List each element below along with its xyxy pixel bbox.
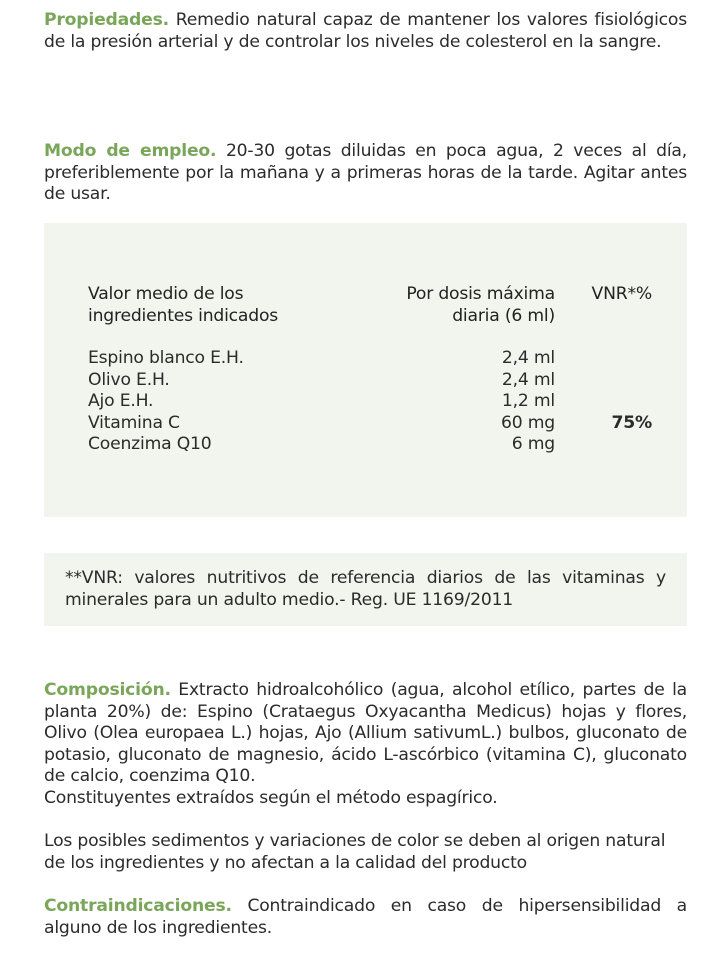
table-row-dose: 6 mg xyxy=(511,434,555,455)
table-row-dose: 2,4 ml xyxy=(501,369,555,390)
table-row-dose: 1,2 ml xyxy=(501,391,555,412)
table-row-ingredient: Vitamina C xyxy=(88,412,180,433)
vnr-footnote: **VNR: valores nutritivos de referencia diarios de las vitaminas y minerales para un adulto medio.- Reg. UE 1169/2011 xyxy=(65,568,666,610)
table-row-vnr xyxy=(570,348,652,370)
propiedades-text: Remedio natural capaz de mantener los valores fisiológicos de la presión arterial y de controlar los niveles de colesterol en la sangre. xyxy=(44,10,687,52)
table-row-vnr xyxy=(570,391,652,413)
modo-empleo-heading: Modo de empleo. xyxy=(44,141,217,161)
espagirico-note: Constituyentes extraídos según el método espagírico. xyxy=(44,788,498,808)
ingredient-column xyxy=(88,348,348,456)
propiedades-heading: Propiedades. xyxy=(44,10,169,30)
table-header-vnr: VNR*% xyxy=(591,284,652,304)
table-row-ingredient: Ajo E.H. xyxy=(88,391,154,412)
vnr-column xyxy=(570,348,652,456)
table-row-ingredient: Espino blanco E.H. xyxy=(88,348,244,368)
table-row-vnr xyxy=(570,434,652,456)
table-header-dose: Por dosis máxima diaria (6 ml) xyxy=(406,284,555,326)
sedimentos-paragraph: Los posibles sedimentos y variaciones de color se deben al origen natural de los ingredientes y no afectan a la calidad del producto xyxy=(44,831,666,873)
table-header-ingredient: Valor medio de los ingredientes indicados xyxy=(88,284,279,326)
table-row-ingredient: Coenzima Q10 xyxy=(88,434,212,455)
composicion-heading: Composición. xyxy=(44,680,171,700)
table-row-vnr: 75% xyxy=(611,412,652,433)
table-row-ingredient: Olivo E.H. xyxy=(88,369,170,390)
composicion-text: Extracto hidroalcohólico (agua, alcohol etílico, partes de la planta 20%) de: Espino (Crataegus Oxyacantha Medicus) hojas y flores, Olivo (Olea europaea L.) hojas, Ajo (Allium sativumL.) bulbos, gluconato de potasio, gluconato de magnesio, ácido L-ascórbico (vitamina C), gluconato de calcio, coenzima Q10. xyxy=(44,680,687,787)
composicion-paragraph xyxy=(44,680,687,788)
modo-empleo-paragraph xyxy=(44,141,687,206)
table-row-vnr xyxy=(570,370,652,392)
table-row-dose: 60 mg xyxy=(501,412,555,433)
table-row-dose: 2,4 ml xyxy=(501,348,555,368)
contraindicaciones-text: Contraindicado en caso de hipersensibilidad a alguno de los ingredientes. xyxy=(44,896,687,938)
contraindicaciones-heading: Contraindicaciones. xyxy=(44,896,232,916)
contraindicaciones-paragraph xyxy=(44,896,687,939)
propiedades-paragraph xyxy=(44,10,687,53)
dose-column xyxy=(350,348,555,456)
modo-empleo-text: 20-30 gotas diluidas en poca agua, 2 veces al día, preferiblemente por la mañana y a primeras horas de la tarde. Agitar antes de usar. xyxy=(44,141,687,205)
